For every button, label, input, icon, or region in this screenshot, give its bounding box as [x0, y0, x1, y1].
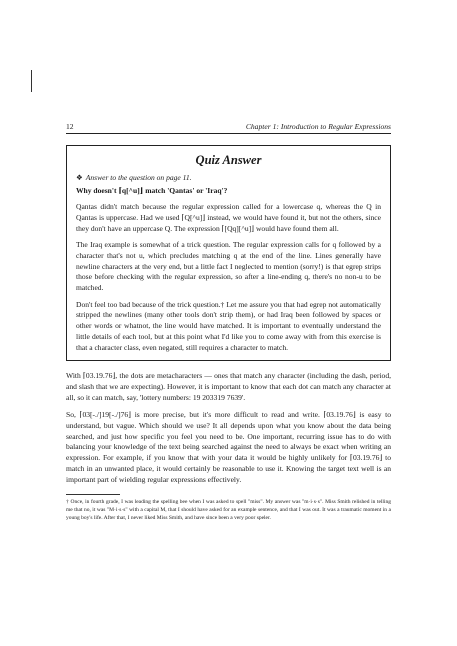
- answer-reference-text: Answer to the question on page 11.: [85, 172, 192, 182]
- page-number: 12: [66, 122, 74, 131]
- body-paragraph-2: So, ⌈03[-./]19[-./]76⌋ is more precise, but it's more difficult to read and write. ⌈03.19.76⌋ is easy to understand, but vague. Which should we use? It all depends upon what you know about the data being searched, and just how specific you feel you need to be. One important, recurring issue has to do with balancing your knowledge of the text being searched against the need to always be exact when writing an expression. For example, if you know that with your data it would be highly unlikely for ⌈03.19.76⌋ to match in an unwanted place, it would certainly be reasonable to use it. Knowing the target text well is an important part of wielding regular expressions effectively.: [66, 409, 391, 485]
- footnote-rule: [66, 494, 120, 495]
- quiz-paragraph-3: Don't feel too bad because of the trick question.† Let me assure you that had egrep not automatically stripped the newlines (many other tools don't strip them), or had Iraq been followed by spaces or other words or whatnot, the line would have matched. It is important to eventually understand the little details of each tool, but at this point what I'd like you to come away with from this exercise is that a character class, even negated, still requires a character to match.: [76, 299, 381, 352]
- quiz-question: Why doesn't ⌈q[^u]⌋ match 'Qantas' or 'Iraq'?: [76, 186, 228, 196]
- chapter-title: Chapter 1: Introduction to Regular Expressions: [245, 122, 391, 131]
- running-header: [66, 122, 391, 134]
- answer-reference: [76, 173, 381, 184]
- body-paragraph-1: With ⌈03.19.76⌋, the dots are metacharacters — ones that match any character (including the dash, period, and slash that we are expecting). However, it is important to know that each dot can match any character at all, so it can match, say, 'lottery numbers: 19 203319 7639'.: [66, 371, 391, 403]
- quiz-paragraph-1: Qantas didn't match because the regular expression called for a lowercase q, whereas the Q in Qantas is uppercase. Had we used ⌈Q[^u]⌋ instead, we would have found it, but not the others, since they don't have an uppercase Q. The expression ⌈[Qq][^u]⌋ would have found them all.: [76, 202, 381, 233]
- footnote: † Once, in fourth grade, I was leading the spelling bee when I was asked to spell "miss". My answer was "m·i·s·s". Miss Smith relished in telling me that no, it was "M·i·s·s" with a capital M, that I should have asked for an example sentence, and that I was out. It was a traumatic moment in a young boy's life. After that, I never liked Miss Smith, and have since been a very poor speler.: [66, 498, 391, 521]
- quiz-paragraph-2: The Iraq example is somewhat of a trick question. The regular expression calls for q followed by a character that's not u, which precludes matching q at the end of the line. Lines generally have newline characters at the very end, but a little fact I neglected to mention (sorry!) is that egrep strips those before checking with the regular expression, so after a line-ending q, there's no non-u to be matched.: [76, 240, 381, 293]
- book-page: [66, 122, 391, 523]
- diamond-bullet-icon: ❖: [76, 172, 83, 182]
- quiz-answer-box: [66, 145, 391, 361]
- body-text: [66, 371, 391, 486]
- quiz-title: Quiz Answer: [195, 153, 262, 167]
- margin-rule: [31, 70, 32, 92]
